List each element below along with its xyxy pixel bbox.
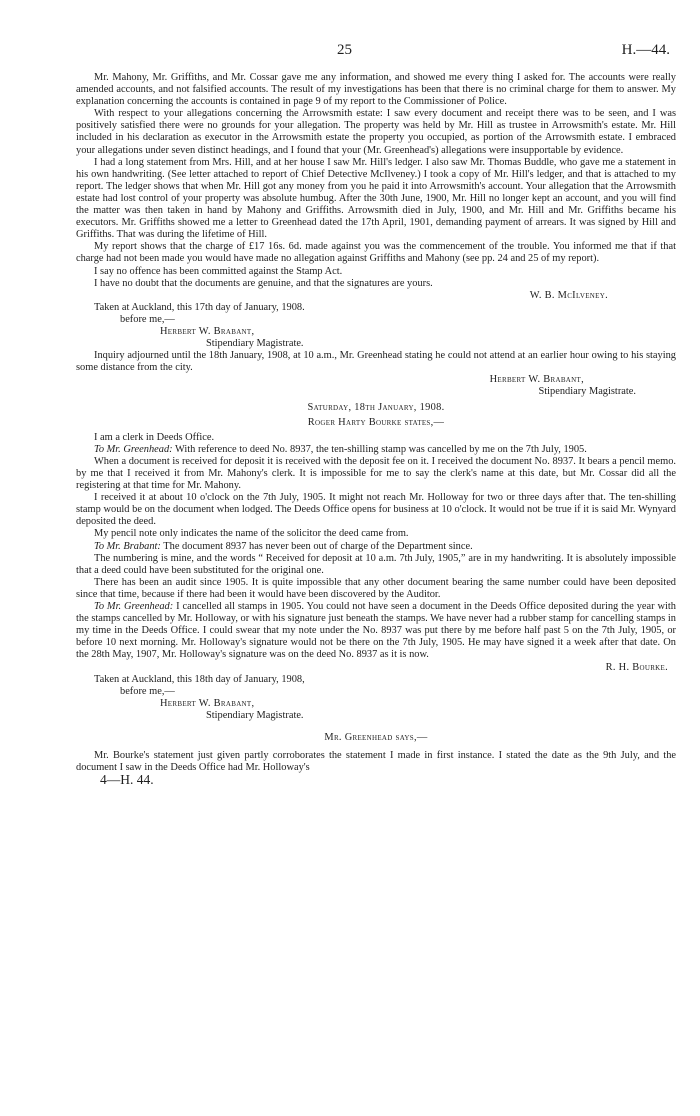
paragraph: [76, 541, 676, 553]
magistrate-name: Herbert W. Brabant,: [160, 697, 255, 709]
witness-heading: Roger Harty Bourke states,—: [307, 416, 445, 428]
answer-text: With reference to deed No. 8937, the ten-shilling stamp was cancelled by me on the 7th July, 1905.: [172, 443, 587, 455]
paragraph: Inquiry adjourned until the 18th January, 1908, at 10 a.m., Mr. Greenhead stating he could not attend at an earlier hour owing to his staying some distance from the city.: [76, 350, 676, 374]
paragraph: My pencil note only indicates the name of the solicitor the deed came from.: [94, 528, 409, 540]
magistrate-title: Stipendiary Magistrate.: [206, 338, 304, 350]
taken-at-line: Taken at Auckland, this 18th day of January, 1908,: [94, 673, 305, 685]
paragraph: [76, 601, 676, 661]
witness-signature: W. B. McIlveney.: [529, 289, 608, 301]
questioner: To Mr. Brabant:: [94, 540, 161, 552]
witness-heading: Mr. Greenhead says,—: [324, 731, 428, 743]
paragraph: Mr. Bourke's statement just given partly corroborates the statement I made in first instance. I stated the date as the 9th July, and the document I saw in the Deeds Office had Mr. Holloway's: [76, 750, 676, 774]
page-number: 25: [337, 42, 352, 58]
magistrate-title: Stipendiary Magistrate.: [206, 709, 304, 721]
answer-text: The document 8937 has never been out of charge of the Department since.: [160, 540, 473, 552]
paragraph: There has been an audit since 1905. It is quite impossible that any other document bearing the same number could have been deposited since that time, because if there had been it would have been discovered by the Auditor.: [76, 576, 676, 600]
date-heading: Saturday, 18th January, 1908.: [307, 401, 445, 413]
paragraph: Mr. Mahony, Mr. Griffiths, and Mr. Cossar gave me any information, and showed me every thing I asked for. The accounts were really amended accounts, and not falsified accounts. The result of my investigations has been that there is no criminal charge for them to answer. My explanation concerning the accounts is contained in page 9 of my report to the Commissioner of Police.: [76, 72, 676, 108]
paragraph: I have no doubt that the documents are genuine, and that the signatures are yours.: [94, 277, 433, 289]
document-body: [76, 72, 676, 786]
magistrate-name: Herbert W. Brabant,: [489, 374, 584, 386]
before-me-line: before me,—: [120, 685, 175, 697]
paragraph: I say no offence has been committed against the Stamp Act.: [94, 265, 343, 277]
witness-signature: R. H. Bourke.: [605, 661, 668, 673]
taken-at-line: Taken at Auckland, this 17th day of January, 1908.: [94, 301, 305, 313]
magistrate-name: Herbert W. Brabant,: [160, 325, 255, 337]
paragraph: I am a clerk in Deeds Office.: [94, 431, 215, 443]
before-me-line: before me,—: [120, 313, 175, 325]
questioner: To Mr. Greenhead:: [94, 601, 174, 613]
page-header: [0, 44, 700, 62]
paragraph: I received it at about 10 o'clock on the 7th July, 1905. It might not reach Mr. Holloway for two or three days after that. The ten-shilling stamp would be on the document when lodged. The Deeds Office opens for business at 10 o'clock. It would not be true if it is said Mr. Wynyard deposited the deed.: [76, 492, 676, 528]
paragraph: [76, 444, 676, 456]
paper-reference: H.—44.: [621, 42, 670, 58]
answer-text: I cancelled all stamps in 1905. You could not have seen a document in the Deeds Office deposited during the year with the stamps cancelled by Mr. Holloway, or with his signature just beneath the stamps. We have never had a rubber stamp for cancelling stamps in my time in the Deeds Office. I could swear that my note under the No. 8937 was put there by me before half past 5 on the 7th July, 1905, or before 10 next morning. Mr. Holloway's signature would not be there on the 7th July, 1905. He may have signed it a week after that date. On the 28th May, 1907, Mr. Holloway's signature was on the deed No. 8937 as it is now.: [76, 601, 676, 661]
magistrate-title: Stipendiary Magistrate.: [538, 386, 636, 398]
paragraph: The numbering is mine, and the words “ Received for deposit at 10 a.m. 7th July, 1905,” are in my handwriting. It is absolutely impossible that a deed could have been substituted for the original one.: [76, 552, 676, 576]
questioner: To Mr. Greenhead:: [94, 443, 173, 455]
paragraph: My report shows that the charge of £17 16s. 6d. made against you was the commencement of the trouble. You informed me that if that charge had not been made you would have made no allegation against Griffiths and Mahony (see pp. 24 and 25 of my report).: [76, 241, 676, 265]
signature-mark: 4—H. 44.: [100, 772, 154, 788]
paragraph: With respect to your allegations concerning the Arrowsmith estate: I saw every document and receipt there was to be seen, and I was positively satisfied there were no grounds for your allegation. The property was held by Mr. Hill as trustee in Arrowsmith's estate. Mr. Hill included in his declaration as executor in the Arrowsmith estate the property you occupied, as portion of the Arrowsmith estate. I embraced your allegations under seven distinct headings, and I found that your (Mr. Greenhead's) allegations were insupportable by evidence.: [76, 108, 676, 156]
paragraph: When a document is received for deposit it is received with the deposit fee on it. I received the document No. 8937. It bears a pencil memo. by me that I received it from Mr. Mahony's clerk. It is impossible for me to say the clerk's name at this date, but Mr. Cossar did all the registering at that time for Mr. Mahony.: [76, 455, 676, 492]
paragraph: I had a long statement from Mrs. Hill, and at her house I saw Mr. Hill's ledger. I also saw Mr. Thomas Buddle, who gave me a statement in his own handwriting. (See letter attached to report of Chief Detective McIlveney.) I took a copy of Mr. Hill's ledger, and that is attached to my report. The ledger shows that when Mr. Hill got any money from you he paid it into Arrowsmith's account. Your allegation that the Arrowsmith estate had lost control of your property was absolute humbug. After the 30th June, 1900, Mr. Hill no longer kept an account, and you will find the matter was then taken in hand by Mahony and Griffiths. Arrowsmith died in July, 1900, and Mr. Hill and Mr. Griffiths became his executors. Mr. Griffiths showed me a letter to Greenhead dated the 17th April, 1901, demanding payment of arrears. It was signed by Hill and Griffiths. That was during the lifetime of Hill.: [76, 156, 676, 241]
